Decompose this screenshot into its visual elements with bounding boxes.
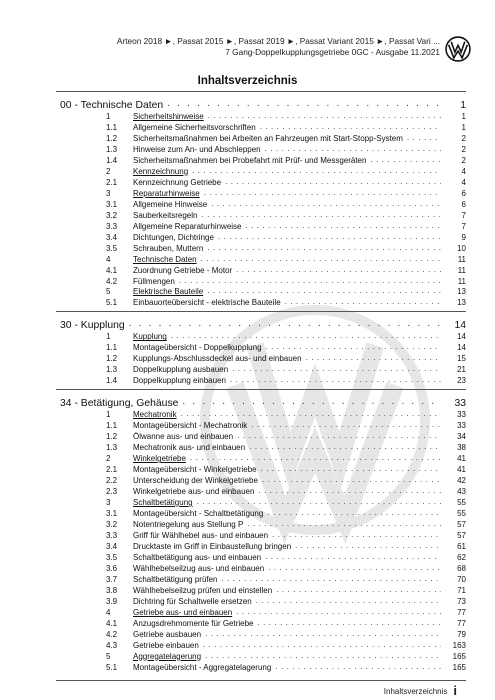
toc-entry-title: Getriebe ausbauen bbox=[133, 629, 202, 639]
toc-chapter[interactable] bbox=[56, 497, 466, 508]
toc-entry-number: 3.2 bbox=[106, 519, 118, 529]
toc-entry-page: 43 bbox=[457, 487, 466, 497]
footer-label: Inhaltsverzeichnis bbox=[383, 687, 448, 696]
toc-entry-title: Montageübersicht - Aggregatelagerung bbox=[133, 662, 272, 672]
toc-chapter[interactable] bbox=[56, 651, 466, 662]
toc-entry-page: 34 bbox=[457, 432, 466, 442]
toc-leader bbox=[129, 319, 441, 329]
toc-entry-number: 3.8 bbox=[106, 585, 118, 595]
toc-leader bbox=[256, 597, 441, 605]
toc-entry-number: 5 bbox=[106, 651, 111, 661]
toc-entry-page: 41 bbox=[457, 454, 466, 464]
toc-entry-title: Winkelgetriebe bbox=[133, 454, 186, 464]
toc-entry-page: 14 bbox=[457, 332, 466, 342]
toc-leader bbox=[207, 244, 441, 252]
toc-entry-number: 4.1 bbox=[106, 618, 118, 628]
toc-chapter[interactable] bbox=[56, 331, 466, 342]
toc-entry-number: 3.1 bbox=[106, 508, 118, 518]
vw-logo-icon bbox=[445, 36, 471, 62]
toc-leader bbox=[258, 619, 441, 627]
toc-entry[interactable] bbox=[56, 221, 466, 232]
toc-entry-title: Allgemeine Sicherheitsvorschriften bbox=[133, 122, 256, 132]
toc-entry-page: 15 bbox=[457, 354, 466, 364]
toc-leader bbox=[306, 354, 441, 362]
toc-entry-title: Schaltbetätigung prüfen bbox=[133, 574, 218, 584]
toc-chapter[interactable] bbox=[56, 287, 466, 298]
toc-leader bbox=[203, 641, 441, 649]
toc-entry-number: 5.1 bbox=[106, 298, 118, 308]
toc-leader bbox=[225, 178, 441, 186]
toc-section[interactable] bbox=[56, 311, 466, 331]
toc-entry-page: 73 bbox=[457, 596, 466, 606]
toc-chapter[interactable] bbox=[56, 409, 466, 420]
toc-entry-title: Griff für Wählhebel aus- und einbauen bbox=[133, 530, 269, 540]
toc-leader bbox=[211, 200, 441, 208]
toc-entry-page: 2 bbox=[461, 133, 466, 143]
toc-entry[interactable] bbox=[56, 420, 466, 431]
toc-leader bbox=[201, 255, 441, 263]
toc-leader bbox=[208, 112, 441, 120]
toc-entry-page: 165 bbox=[452, 662, 466, 672]
toc-entry[interactable] bbox=[56, 177, 466, 188]
toc-entry-title: Dichtring für Schaltwelle ersetzen bbox=[133, 596, 252, 606]
toc-entry-title: Sicherheitsmaßnahmen bei Arbeiten an Fahrzeugen mit Start-Stopp-System bbox=[133, 133, 403, 143]
toc-entry-number: 3.3 bbox=[106, 221, 118, 231]
toc-entry-page: 4 bbox=[461, 177, 466, 187]
toc-entry-number: 2.1 bbox=[106, 465, 118, 475]
toc-leader bbox=[276, 586, 441, 594]
toc-leader bbox=[261, 465, 441, 473]
toc-entry[interactable] bbox=[56, 464, 466, 475]
toc-entry-title: Doppelkupplung ausbauen bbox=[133, 365, 229, 375]
toc-leader bbox=[246, 222, 441, 230]
toc-leader bbox=[265, 145, 441, 153]
toc-leader bbox=[237, 432, 441, 440]
toc-entry-number: 3.1 bbox=[106, 199, 118, 209]
toc-leader bbox=[182, 397, 441, 407]
toc-entry-number: 2 bbox=[106, 166, 111, 176]
toc-entry-page: 57 bbox=[457, 530, 466, 540]
toc-leader bbox=[197, 498, 441, 506]
toc-leader bbox=[258, 487, 441, 495]
toc-section[interactable] bbox=[56, 95, 466, 111]
toc-entry[interactable] bbox=[56, 342, 466, 353]
toc-entry-number: 1 bbox=[106, 332, 111, 342]
toc-entry-title: Kupplung bbox=[133, 332, 167, 342]
toc-leader bbox=[407, 134, 441, 142]
toc-chapter[interactable] bbox=[56, 188, 466, 199]
toc-entry-title: Drucktaste im Griff in Einbaustellung bringen bbox=[133, 541, 292, 551]
toc-entry-page: 41 bbox=[457, 465, 466, 475]
toc-entry-title: Getriebe einbauen bbox=[133, 640, 199, 650]
toc-entry-page: 10 bbox=[457, 243, 466, 253]
page-footer bbox=[384, 683, 457, 698]
toc-leader bbox=[167, 99, 441, 109]
toc-entry-page: 6 bbox=[461, 188, 466, 198]
toc-entry-page: 33 bbox=[457, 410, 466, 420]
toc-section-page: 33 bbox=[454, 398, 466, 410]
toc-entry-page: 77 bbox=[457, 618, 466, 628]
toc-entry-title: Elektrische Bauteile bbox=[133, 287, 204, 297]
toc-entry-page: 2 bbox=[461, 144, 466, 154]
toc-entry[interactable] bbox=[56, 618, 466, 629]
toc-entry-number: 3.4 bbox=[106, 232, 118, 242]
toc-entry[interactable] bbox=[56, 585, 466, 596]
toc-entry-page: 61 bbox=[457, 541, 466, 551]
toc-entry-number: 3.3 bbox=[106, 530, 118, 540]
toc-entry-title: Hinweise zum An- und Abschleppen bbox=[133, 144, 261, 154]
toc-entry[interactable] bbox=[56, 155, 466, 166]
toc-entry-title: Montageübersicht - Mechatronik bbox=[133, 421, 248, 431]
toc-leader bbox=[201, 211, 441, 219]
toc-entry-title: Sauberkeitsregeln bbox=[133, 210, 198, 220]
toc-entry-number: 1.1 bbox=[106, 421, 118, 431]
toc-entry-title: Unterscheidung der Winkelgetriebe bbox=[133, 476, 258, 486]
toc-entry-page: 13 bbox=[457, 298, 466, 308]
toc-entry[interactable] bbox=[56, 442, 466, 453]
toc-entry-title: Aggregatelagerung bbox=[133, 651, 202, 661]
toc-entry-title: Wählhebelseilzug aus- und einbauen bbox=[133, 563, 265, 573]
toc-entry-number: 2.3 bbox=[106, 487, 118, 497]
toc-entry-number: 3 bbox=[106, 188, 111, 198]
toc-entry-number: 1.1 bbox=[106, 343, 118, 353]
toc-entry[interactable] bbox=[56, 640, 466, 651]
toc-entry-number: 3.9 bbox=[106, 596, 118, 606]
toc-leader bbox=[218, 233, 441, 241]
toc-leader bbox=[247, 520, 441, 528]
toc-entry[interactable] bbox=[56, 122, 466, 133]
toc-entry-page: 6 bbox=[461, 199, 466, 209]
toc-entry-number: 3.7 bbox=[106, 574, 118, 584]
toc-entry[interactable] bbox=[56, 375, 466, 386]
toc-entry-page: 13 bbox=[457, 287, 466, 297]
toc-entry-number: 3.2 bbox=[106, 210, 118, 220]
table-of-contents bbox=[56, 95, 466, 673]
toc-leader bbox=[207, 287, 441, 295]
toc-leader bbox=[267, 509, 441, 517]
footer-page-number: i bbox=[453, 683, 457, 698]
toc-entry[interactable] bbox=[56, 552, 466, 563]
toc-entry[interactable] bbox=[56, 265, 466, 276]
toc-entry-number: 5.1 bbox=[106, 662, 118, 672]
toc-entry[interactable] bbox=[56, 431, 466, 442]
toc-leader bbox=[190, 454, 441, 462]
toc-entry-number: 4 bbox=[106, 607, 111, 617]
toc-entry-page: 71 bbox=[457, 585, 466, 595]
toc-leader bbox=[265, 553, 441, 561]
toc-entry-title: Winkelgetriebe aus- und einbauen bbox=[133, 487, 255, 497]
toc-entry[interactable] bbox=[56, 508, 466, 519]
toc-entry-number: 1 bbox=[106, 111, 111, 121]
toc-entry-number: 2.2 bbox=[106, 476, 118, 486]
toc-entry-page: 42 bbox=[457, 476, 466, 486]
toc-leader bbox=[230, 376, 441, 384]
toc-entry[interactable] bbox=[56, 519, 466, 530]
toc-entry[interactable] bbox=[56, 486, 466, 497]
toc-entry[interactable] bbox=[56, 232, 466, 243]
toc-entry-page: 1 bbox=[461, 111, 466, 121]
toc-entry-title: Allgemeine Hinweise bbox=[133, 199, 208, 209]
toc-entry-number: 1.4 bbox=[106, 376, 118, 386]
toc-entry-page: 33 bbox=[457, 421, 466, 431]
toc-entry-title: Anzugsdrehmomente für Getriebe bbox=[133, 618, 254, 628]
toc-leader bbox=[295, 542, 441, 550]
toc-entry-number: 4.3 bbox=[106, 640, 118, 650]
toc-chapter[interactable] bbox=[56, 453, 466, 464]
toc-entry-page: 79 bbox=[457, 629, 466, 639]
toc-entry-number: 3 bbox=[106, 498, 111, 507]
toc-leader bbox=[285, 298, 441, 306]
toc-entry-page: 38 bbox=[457, 443, 466, 453]
toc-leader bbox=[272, 531, 441, 539]
toc-entry[interactable] bbox=[56, 475, 466, 486]
toc-entry[interactable] bbox=[56, 144, 466, 155]
toc-leader bbox=[179, 277, 441, 285]
toc-entry-title: Schaltbetätigung bbox=[133, 498, 193, 507]
toc-entry-title: Einbauortеübersicht - elektrische Bauteile bbox=[133, 298, 281, 308]
toc-chapter[interactable] bbox=[56, 607, 466, 618]
toc-entry[interactable] bbox=[56, 574, 466, 585]
toc-entry-page: 11 bbox=[457, 265, 466, 275]
toc-leader bbox=[262, 476, 441, 484]
toc-entry-title: Technische Daten bbox=[133, 254, 197, 264]
page-title: Inhaltsverzeichnis bbox=[197, 75, 298, 87]
toc-entry-title: Schrauben, Muttern bbox=[133, 243, 204, 253]
toc-leader bbox=[222, 575, 441, 583]
toc-entry-title: Doppelkupplung einbauen bbox=[133, 376, 226, 386]
toc-entry-page: 165 bbox=[452, 651, 466, 661]
toc-entry-page: 57 bbox=[457, 519, 466, 529]
toc-entry-title: Getriebe aus- und einbauen bbox=[133, 607, 233, 617]
toc-entry-title: Kennzeichnung bbox=[133, 166, 189, 176]
toc-entry[interactable] bbox=[56, 133, 466, 144]
toc-entry-page: 55 bbox=[457, 508, 466, 518]
toc-entry-page: 163 bbox=[452, 640, 466, 650]
toc-entry-page: 62 bbox=[457, 552, 466, 562]
toc-entry-number: 3.5 bbox=[106, 243, 118, 253]
toc-entry[interactable] bbox=[56, 243, 466, 254]
toc-entry-title: Kupplungs-Abschlussdeckel aus- und einbauen bbox=[133, 354, 302, 364]
toc-entry[interactable] bbox=[56, 297, 466, 308]
toc-leader bbox=[236, 608, 441, 616]
toc-entry-page: 23 bbox=[457, 376, 466, 386]
toc-entry-title: Füllmengen bbox=[133, 276, 175, 286]
toc-entry-page: 11 bbox=[457, 276, 466, 286]
toc-entry-title: Zuordnung Getriebe - Motor bbox=[133, 265, 233, 275]
toc-entry[interactable] bbox=[56, 199, 466, 210]
toc-entry-title: Sicherheitsmaßnahmen bei Probefahrt mit Prüf- und Messgeräten bbox=[133, 155, 367, 165]
toc-chapter[interactable] bbox=[56, 166, 466, 177]
toc-entry-page: 70 bbox=[457, 574, 466, 584]
toc-entry-page: 68 bbox=[457, 563, 466, 573]
toc-section-title: 30 - Kupplung bbox=[60, 320, 125, 332]
header-gearbox: 7 Gang-Doppelkupplungsgetriebe 0GC - Ausgabe 11.2021 bbox=[225, 47, 440, 57]
toc-entry-number: 1.3 bbox=[106, 443, 118, 453]
toc-entry-number: 2 bbox=[106, 454, 111, 464]
toc-entry-page: 14 bbox=[457, 343, 466, 353]
toc-entry-page: 1 bbox=[461, 122, 466, 132]
toc-chapter[interactable] bbox=[56, 111, 466, 122]
toc-entry[interactable] bbox=[56, 210, 466, 221]
toc-section-title: 00 - Technische Daten bbox=[60, 100, 164, 111]
toc-leader bbox=[249, 443, 441, 451]
toc-leader bbox=[275, 663, 441, 671]
toc-entry-number: 4.2 bbox=[106, 629, 118, 639]
toc-entry-title: Montageübersicht - Schaltbetätigung bbox=[133, 508, 264, 518]
toc-entry[interactable] bbox=[56, 596, 466, 607]
toc-entry-number: 1.4 bbox=[106, 155, 118, 165]
toc-leader bbox=[370, 156, 441, 164]
toc-leader bbox=[268, 564, 441, 572]
toc-entry-title: Montageübersicht - Winkelgetriebe bbox=[133, 465, 257, 475]
toc-entry-page: 7 bbox=[461, 221, 466, 231]
toc-entry-title: Allgemeine Reparaturhinweise bbox=[133, 221, 242, 231]
toc-entry-title: Sicherheitshinweise bbox=[133, 111, 204, 121]
toc-section-title: 34 - Betätigung, Gehäuse bbox=[60, 398, 179, 410]
toc-leader bbox=[260, 123, 441, 131]
toc-entry-page: 9 bbox=[461, 232, 466, 242]
toc-entry-title: Ölwanne aus- und einbauen bbox=[133, 432, 234, 442]
toc-leader bbox=[266, 343, 441, 351]
toc-entry[interactable] bbox=[56, 563, 466, 574]
footer-divider bbox=[56, 680, 466, 681]
toc-leader bbox=[171, 332, 441, 340]
toc-entry-title: Schaltbetätigung aus- und einbauen bbox=[133, 552, 262, 562]
toc-entry-title: Mechatronik aus- und einbauen bbox=[133, 443, 246, 453]
toc-entry-number: 1.3 bbox=[106, 144, 118, 154]
toc-entry-page: 11 bbox=[457, 254, 466, 264]
toc-entry-title: Mechatronik bbox=[133, 410, 177, 420]
toc-entry-number: 4 bbox=[106, 254, 111, 264]
toc-leader bbox=[181, 410, 441, 418]
toc-entry-number: 1.1 bbox=[106, 122, 118, 132]
toc-entry-number: 4.1 bbox=[106, 265, 118, 275]
toc-leader bbox=[192, 167, 441, 175]
toc-entry-number: 1.2 bbox=[106, 133, 118, 143]
toc-entry-number: 5 bbox=[106, 287, 111, 297]
toc-leader bbox=[205, 630, 441, 638]
document-header bbox=[0, 36, 440, 58]
toc-entry-page: 55 bbox=[457, 498, 466, 507]
toc-entry[interactable] bbox=[56, 276, 466, 287]
toc-chapter[interactable] bbox=[56, 254, 466, 265]
title-divider bbox=[56, 91, 466, 92]
toc-entry[interactable] bbox=[56, 353, 466, 364]
toc-entry-title: Dichtungen, Dichtringe bbox=[133, 232, 214, 242]
toc-entry-page: 77 bbox=[457, 607, 466, 617]
toc-section[interactable] bbox=[56, 389, 466, 409]
toc-entry-number: 3.6 bbox=[106, 563, 118, 573]
toc-entry[interactable] bbox=[56, 629, 466, 640]
toc-entry-number: 3.4 bbox=[106, 541, 118, 551]
toc-entry-page: 7 bbox=[461, 210, 466, 220]
toc-leader bbox=[236, 266, 441, 274]
toc-section-page: 14 bbox=[454, 320, 466, 332]
toc-entry-number: 4.2 bbox=[106, 276, 118, 286]
toc-entry[interactable] bbox=[56, 662, 466, 673]
toc-entry-page: 4 bbox=[461, 166, 466, 176]
toc-leader bbox=[251, 421, 441, 429]
toc-entry[interactable] bbox=[56, 364, 466, 375]
toc-entry-number: 1.3 bbox=[106, 365, 118, 375]
toc-leader bbox=[204, 189, 441, 197]
toc-entry-number: 1 bbox=[106, 410, 111, 420]
header-models: Arteon 2018 ►, Passat 2015 ►, Passat 2019 ►, Passat Variant 2015 ►, Passat Vari ... bbox=[116, 36, 440, 46]
toc-entry-page: 2 bbox=[461, 155, 466, 165]
toc-leader bbox=[232, 365, 441, 373]
toc-entry[interactable] bbox=[56, 530, 466, 541]
toc-entry-number: 1.2 bbox=[106, 432, 118, 442]
toc-entry-title: Notentriegelung aus Stellung P bbox=[133, 519, 244, 529]
toc-entry-number: 3.5 bbox=[106, 552, 118, 562]
toc-section-page: 1 bbox=[460, 100, 466, 111]
toc-entry-number: 1.2 bbox=[106, 354, 118, 364]
toc-entry-title: Wählhebelseilzug prüfen und einstellen bbox=[133, 585, 273, 595]
toc-entry-title: Kennzeichnung Getriebe bbox=[133, 177, 222, 187]
toc-entry-number: 2.1 bbox=[106, 177, 118, 187]
toc-entry[interactable] bbox=[56, 541, 466, 552]
toc-entry-page: 21 bbox=[457, 365, 466, 375]
toc-leader bbox=[205, 652, 441, 660]
toc-entry-title: Reparaturhinweise bbox=[133, 188, 200, 198]
toc-entry-title: Montageübersicht - Doppelkupplung bbox=[133, 343, 262, 353]
